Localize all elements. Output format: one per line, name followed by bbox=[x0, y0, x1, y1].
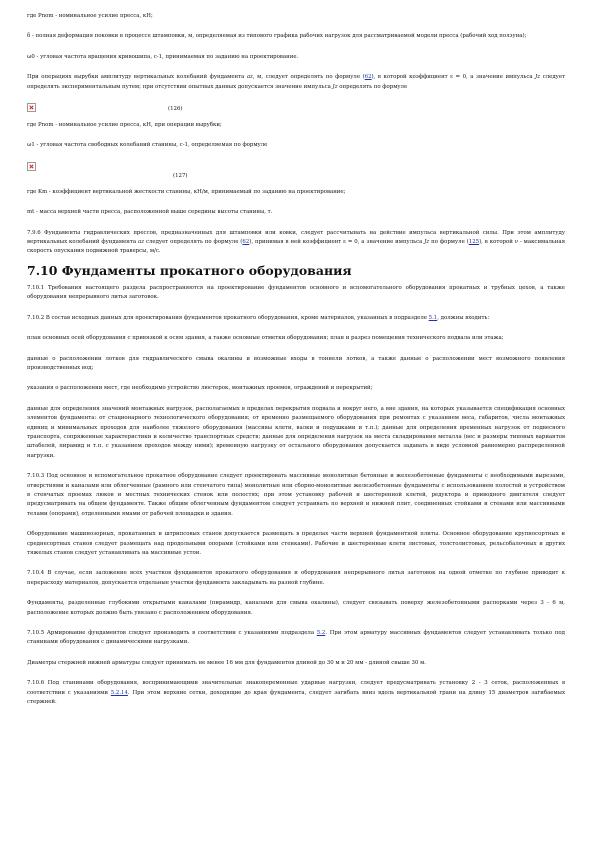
symbol-jz: Jz bbox=[332, 83, 338, 90]
broken-image-icon bbox=[27, 162, 36, 171]
paragraph: 7.10.6 Под станинами оборудования, воспринимающими значительные знакопеременные ударные нагрузки, следует предусматривать установку 2 - 3 сеток, расположенных в соответствии с указаниями 5.2.14. При этом верхние сетки, доходящие до края фундамента, следует загибать вниз вдоль вертикальной грани на длину 15 диаметров загибаемых стержней. bbox=[27, 680, 565, 706]
paragraph: данные о расположении лотков для гидравлического смыва окалины и возможные входы в тоннели лотков, а также данные о расположении мест возможного появления производственных вод; bbox=[27, 355, 565, 371]
paragraph: 7.10.1 Требования настоящего раздела распространяются на проектирование фундаментов основного и вспомогательного оборудования прокатных и трубных цехов, а также оборудования непрерывного литья заготовок. bbox=[27, 284, 565, 301]
formula-row bbox=[27, 103, 565, 117]
section-heading: 7.10 Фундаменты прокатного оборудования bbox=[27, 262, 352, 278]
paragraph: данные для определения значений монтажных нагрузок, располагаемых в пределах перекрытия подвала и вокруг него, а вне здания, на которых указывается спецификация основных элементов фундамента: от стационарного технологического оборудования; от временно размещаемого оборудования при ремонтах с указанием веса, габаритов, числа монтажных единиц и минимальных проходов для наиболее тяжелого оборудования (массивы клети, валки и подушками и т.п.); данные для определения временных нагрузок от подвесного транспорта, сопряженные характеристики и количество транспортных средств; данные для определения нагрузок на места складирования металла (вес и размеры типовых вариантов штабелей, пирамид и т.п. с указанием проходов между ними); временную нагрузку от остального оборудования допускается задавать в виде условной равномерно распределенной нагрузки. bbox=[27, 405, 565, 459]
paragraph: указания о расположении мест, где необходимо устройство люстерок, монтажных проемов, ограждений и перекрытий; bbox=[27, 385, 373, 392]
paragraph: При операциях вырубки амплитуду вертикальных колебаний фундамента az, м, следует определять по формуле (62), в которой коэффициент ε = 0, а значение импульса Jz следует определять экспериментальным путем; при отсутствии опытных данных допускается значение импульса Jz определять по формуле bbox=[27, 74, 565, 90]
paragraph: Оборудование машинозорных, прокатанных и штрипсовых станов допускается размещать в пределах части верхней фундаментной плиты. Основное оборудование крупносортных и среднесортных станов следует размещать над продольными опорами (стойками или стенками). Рабочие и шестеренные клети листовых, толстолистовых, рельсобалочных и других тяжелых станов следует устанавливать на массивные устои. bbox=[27, 531, 565, 556]
paragraph: ω0 - угловая частота вращения кривошипа, с-1, принимаемая по заданию на проектирование. bbox=[27, 53, 299, 60]
paragraph: 7.10.4 В случае, если заложение всех участков фундаментов прокатного оборудования и оборудования непрерывного литья заготовок на одной отметке по глубине приводит к перерасходу материалов, допускается отдельные участки фундамента закладывать на разной глубине. bbox=[27, 570, 565, 586]
formula-link[interactable]: 62 bbox=[242, 239, 250, 246]
symbol-az: az bbox=[137, 239, 145, 246]
paragraph: mt - масса верхней части пресса, расположенной выше середины высоты станины, т. bbox=[27, 209, 273, 216]
equation-number: (127) bbox=[173, 172, 188, 179]
paragraph: Фундаменты, разделенные глубокими открытыми каналами (пирамидр, каналами для смыва окалины), следует связывать поверху железобетонными распорками через 3 - 6 м, расположение которых должно быть увязано с расположением оборудования. bbox=[27, 600, 565, 616]
formula-link[interactable]: 62 bbox=[364, 74, 372, 81]
formula-row bbox=[27, 162, 565, 179]
paragraph: план основных осей оборудования с привязкой к осям здания, а также основные отметки оборудования; план и разрез помещения технического подвала или этажа; bbox=[27, 335, 504, 342]
paragraph: 7.10.2 В состав исходных данных для проектирования фундаментов прокатного оборудования, кроме материалов, указанных в подразделе 5.1, должны входить: bbox=[27, 314, 490, 321]
paragraph: δ - полная деформация поковки в процессе штамповки, м, определяемая из типового графика рабочих нагрузок для рассматриваемой модели пресса (рабочий ход ползуна); bbox=[27, 33, 527, 40]
paragraph: 7.10.5 Армирование фундаментов следует производить в соответствии с указаниями подраздела 5.2. При этом арматуру массивных фундаментов следует устанавливать только под станинами оборудования с динамическими нагрузками. bbox=[27, 630, 565, 646]
section-link[interactable]: 5.1 bbox=[428, 314, 438, 321]
paragraph: где Pnom - номинальное усилие пресса, кН, при операции вырубки; bbox=[27, 122, 222, 129]
paragraph: Диаметры стержней нижней арматуры следует принимать не менее 16 мм для фундаментов длиной до 30 м и 20 мм - длиной свыше 30 м. bbox=[27, 659, 427, 666]
paragraph: 7.9.6 Фундаменты гидравлических прессов, предназначенных для штамповки или ковки, следует рассчитывать на действие импульса вертикальной силы. При этом амплитуду вертикальных колебаний фундамента az следует определять по формуле (62), принимая в ней коэффициент ε = 0, а значение импульса Jz по формуле (125), в которой ν - максимальная скорость опускания подвижной траверсы, м/с. bbox=[27, 229, 566, 255]
equation-number: (126) bbox=[168, 106, 183, 113]
paragraph: где Km - коэффициент вертикальной жесткости станины, кН/м, принимаемый по заданию на проектирование; bbox=[27, 188, 346, 195]
paragraph: где Pnom - номинальное усилие пресса, кН; bbox=[27, 13, 153, 19]
paragraph: 7.10.3 Под основное и вспомогательное прокатное оборудование следует проектировать массивные монолитные бетонные и железобетонные фундаменты с необходимыми вырезами, отверстиями и каналами или облегченные (рамного или стенчатого типа) монолитные или сборно-монолитные железобетонные фундаменты с использованием полостей и устройством в стенчатых проемах люков и местных технических стенок или полостях; при этом установку рабочей и шестеренной клетей, редуктора и приводного двигателя следует предусматривать на общем фундаменте. Также общим облегченным фундаментом следует устраивать по верхней и нижней плит, соединенных стойками и стенами или массивными телами (опорами), отделенными ямами от рабочей площадки и здания. bbox=[27, 473, 565, 517]
section-link[interactable]: 5.2.14 bbox=[110, 689, 128, 696]
symbol-jz: Jz bbox=[424, 239, 430, 246]
section-link[interactable]: 5.2 bbox=[316, 630, 326, 637]
document-page bbox=[27, 12, 565, 707]
symbol-jz: Jz bbox=[535, 74, 541, 81]
symbol-az: az bbox=[246, 74, 253, 81]
formula-link[interactable]: 125 bbox=[468, 239, 480, 246]
broken-image-icon bbox=[27, 103, 36, 112]
paragraph: ω1 - угловая частота свободных колебаний станины, с-1, определяемая по формуле bbox=[27, 142, 268, 149]
